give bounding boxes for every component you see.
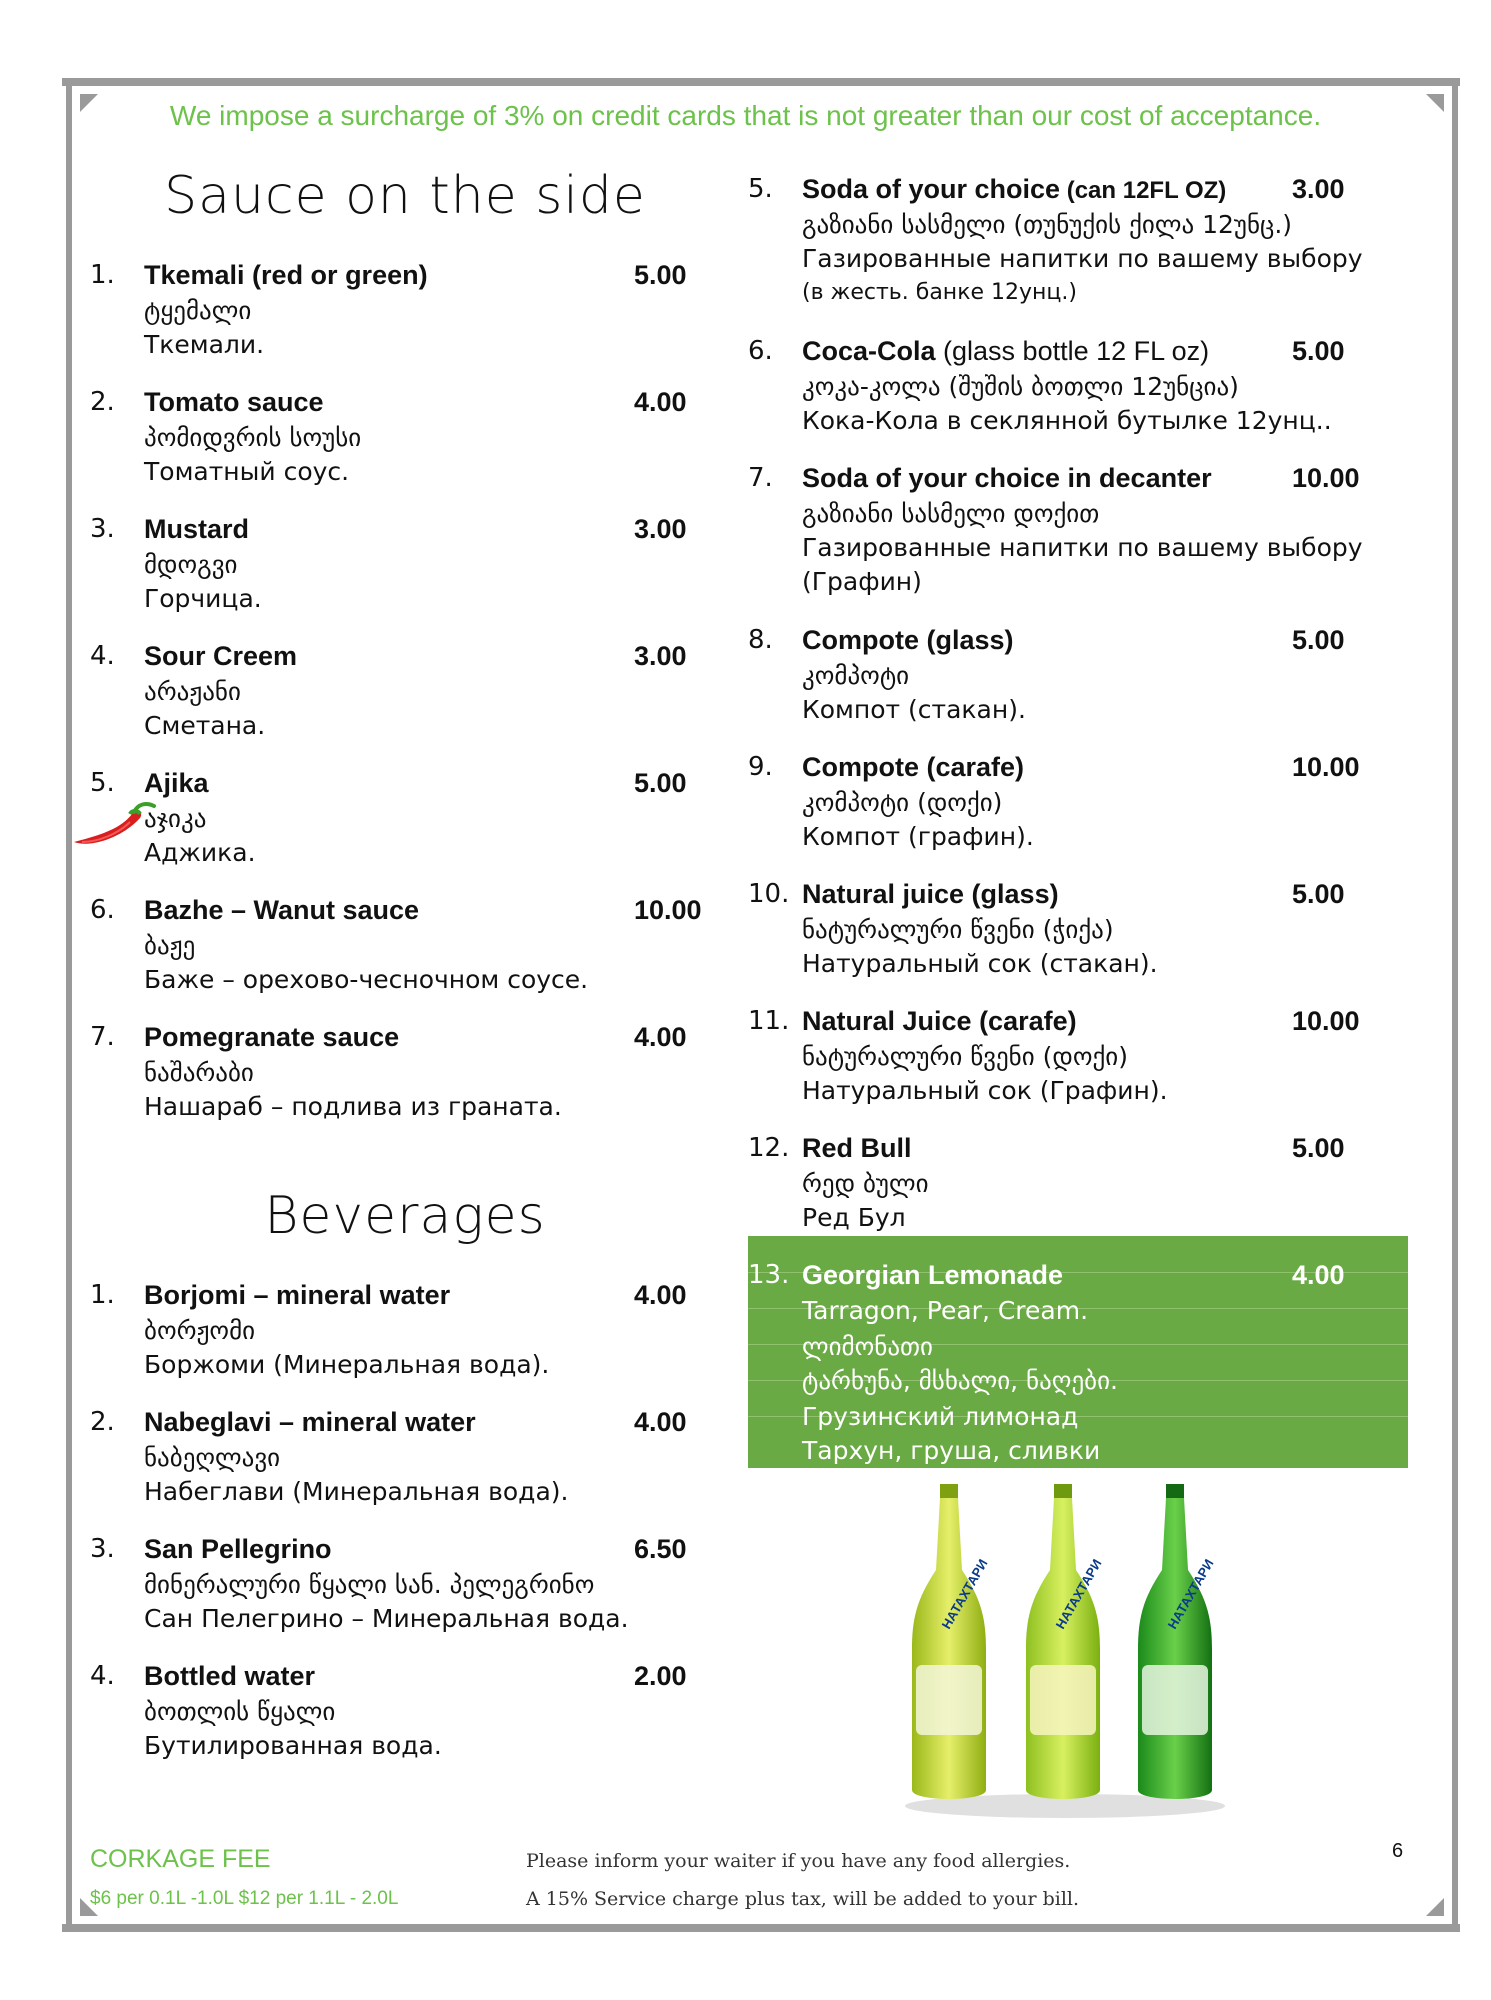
item-russian: Баже – орехово-чесночном соусе.	[144, 965, 589, 994]
bottle-label-text: НАТАХТАРИ	[1164, 1556, 1217, 1632]
item-number: 12.	[748, 1133, 790, 1163]
sauce-item	[90, 768, 710, 868]
item-name: Tkemali (red or green)	[144, 260, 428, 290]
beverage-item	[748, 625, 1368, 725]
item-georgian: კოკა-კოლა (შუშის ბოთლი 12უნცია)	[802, 372, 1239, 401]
item-name: Natural Juice (carafe)	[802, 1006, 1077, 1036]
beverage-item	[748, 1133, 1368, 1233]
item-price: 5.00	[1292, 879, 1345, 909]
item-russian: Натуральный сок (стакан).	[802, 949, 1158, 978]
item-price: 5.00	[1292, 336, 1345, 366]
lemonade-line: Тархун, груша, сливки	[802, 1436, 1101, 1465]
item-georgian: ნაბეღლავი	[144, 1443, 281, 1472]
item-number: 4.	[90, 641, 115, 671]
frame-left	[66, 78, 72, 1932]
beverages-section-title: Beverages	[264, 1186, 546, 1246]
item-price: 4.00	[634, 1407, 687, 1437]
beverage-item	[90, 1534, 710, 1634]
item-price: 4.00	[634, 387, 687, 417]
item-name: Bazhe – Wanut sauce	[144, 895, 420, 925]
item-price: 4.00	[634, 1280, 687, 1310]
item-number: 7.	[748, 463, 773, 493]
item-name: Coca-Cola (glass bottle 12 FL oz)	[802, 336, 1210, 366]
item-russian: Боржоми (Минеральная вода).	[144, 1350, 550, 1379]
item-number: 5.	[90, 768, 115, 798]
item-russian: Бутилированная вода.	[144, 1731, 442, 1760]
surcharge-notice: We impose a surcharge of 3% on credit cards that is not greater than our cost of acceptance.	[169, 100, 1322, 131]
item-name: Nabeglavi – mineral water	[144, 1407, 476, 1437]
item-georgian: კომპოტი	[802, 661, 910, 690]
allergy-note: Please inform your waiter if you have any food allergies.	[526, 1850, 1071, 1872]
item-price: 10.00	[1292, 1006, 1360, 1036]
item-russian: Кока-Кола в секлянной бутылке 12унц..	[802, 406, 1332, 435]
item-name: Borjomi – mineral water	[144, 1280, 451, 1310]
item-georgian: აჯიკა	[144, 804, 207, 833]
item-price: 10.00	[1292, 463, 1360, 493]
sauce-item	[90, 387, 710, 487]
beverage-item	[90, 1661, 710, 1761]
item-russian: Компот (стакан).	[802, 695, 1026, 724]
item-name: Compote (carafe)	[802, 752, 1025, 782]
sauce-item	[90, 641, 710, 741]
beverage-item	[748, 336, 1368, 436]
item-russian: Набеглави (Минеральная вода).	[144, 1477, 569, 1506]
item-georgian: ნატურალური წვენი (დოქი)	[802, 1042, 1128, 1071]
item-price: 4.00	[634, 1022, 687, 1052]
item-number: 5.	[748, 174, 773, 204]
item-number: 1.	[90, 260, 115, 290]
bottle-label-text: НАТАХТАРИ	[938, 1556, 991, 1632]
item-name: Compote (glass)	[802, 625, 1014, 655]
item-number: 4.	[90, 1661, 115, 1691]
item-georgian: ბოთლის წყალი	[144, 1697, 336, 1726]
item-georgian: გაზიანი სასმელი (თუნუქის ქილა 12უნც.)	[802, 210, 1293, 239]
item-price: 2.00	[634, 1661, 687, 1691]
sauce-item	[90, 1022, 710, 1122]
item-russian: Горчица.	[144, 584, 262, 613]
bottle-lime	[1026, 1484, 1100, 1799]
item-name: Red Bull	[802, 1133, 912, 1163]
item-number: 1.	[90, 1280, 115, 1310]
beverage-item	[90, 1280, 710, 1380]
item-name: Natural juice (glass)	[802, 879, 1059, 909]
item-number: 8.	[748, 625, 773, 655]
frame-right	[1452, 78, 1458, 1932]
item-price: 5.00	[634, 768, 687, 798]
item-russian: Ред Бул	[802, 1203, 906, 1232]
item-number: 6.	[90, 895, 115, 925]
item-number: 10.	[748, 879, 790, 909]
item-number: 2.	[90, 1407, 115, 1437]
lemonade-line: ლიმონათი	[802, 1332, 933, 1361]
item-russian: Газированные напитки по вашему выбору	[802, 533, 1363, 562]
chili-pepper-icon	[70, 798, 160, 850]
item-name: Ajika	[144, 768, 209, 798]
item-georgian: პომიდვრის სოუსი	[144, 423, 362, 452]
item-name: Soda of your choice (can 12FL OZ)	[802, 174, 1227, 204]
lemonade-highlight	[748, 1236, 1408, 1468]
item-name: Georgian Lemonade	[802, 1260, 1064, 1290]
item-georgian: ბაჟე	[144, 931, 196, 960]
item-russian: Сметана.	[144, 711, 266, 740]
item-georgian: ნატურალური წვენი (ჭიქა)	[802, 915, 1114, 944]
item-name: Mustard	[144, 514, 250, 544]
item-russian: Томатный соус.	[144, 457, 350, 486]
item-number: 3.	[90, 514, 115, 544]
item-russian: Нашараб – подлива из граната.	[144, 1092, 562, 1121]
frame-top	[62, 78, 1460, 86]
item-price: 3.00	[634, 514, 687, 544]
item-georgian: არაჟანი	[144, 677, 241, 706]
beverage-item	[748, 463, 1368, 596]
item-number: 3.	[90, 1534, 115, 1564]
item-georgian: ნაშარაბი	[144, 1058, 254, 1087]
corkage-fee-title: CORKAGE FEE	[90, 1845, 271, 1873]
frame-corner-br	[1426, 1898, 1444, 1916]
item-number: 11.	[748, 1006, 790, 1036]
item-name: Sour Creem	[144, 641, 298, 671]
item-price: 6.50	[634, 1534, 687, 1564]
item-name: Bottled water	[144, 1661, 316, 1691]
item-number: 9.	[748, 752, 773, 782]
item-price: 5.00	[634, 260, 687, 290]
item-russian: Натуральный сок (Графин).	[802, 1076, 1168, 1105]
item-georgian: ბორჟომი	[144, 1316, 256, 1345]
beverage-item	[90, 1407, 710, 1507]
item-price: 10.00	[1292, 752, 1360, 782]
item-georgian: მინერალური წყალი სან. პელეგრინო	[144, 1570, 595, 1599]
lemonade-bottles-image	[890, 1480, 1240, 1820]
bottle-yellow	[912, 1484, 986, 1799]
item-number: 7.	[90, 1022, 115, 1052]
service-charge-note: A 15% Service charge plus tax, will be added to your bill.	[526, 1888, 1080, 1910]
item-price: 3.00	[634, 641, 687, 671]
item-georgian: კომპოტი (დოქი)	[802, 788, 1003, 817]
item-georgian: ტყემალი	[144, 296, 252, 325]
item-name: Pomegranate sauce	[144, 1022, 400, 1052]
bottle-green	[1138, 1484, 1212, 1799]
item-price: 3.00	[1292, 174, 1345, 204]
item-price: 5.00	[1292, 1133, 1345, 1163]
item-name: San Pellegrino	[144, 1534, 332, 1564]
item-number: 2.	[90, 387, 115, 417]
item-russian: Аджика.	[144, 838, 256, 867]
item-number: 13.	[748, 1260, 790, 1290]
beverage-item	[748, 174, 1368, 304]
item-russian: Газированные напитки по вашему выбору	[802, 244, 1363, 273]
lemonade-line: Tarragon, Pear, Cream.	[802, 1296, 1089, 1325]
item-price: 10.00	[634, 895, 702, 925]
item-price: 5.00	[1292, 625, 1345, 655]
beverage-item	[748, 1006, 1368, 1106]
item-georgian: რედ ბული	[802, 1169, 929, 1198]
item-number: 6.	[748, 336, 773, 366]
item-russian: Компот (графин).	[802, 822, 1034, 851]
lemonade-line: ტარხუნა, მსხალი, ნაღები.	[802, 1366, 1118, 1395]
lemonade-line: Грузинский лимонад	[802, 1402, 1079, 1431]
sauce-section-title: Sauce on the side	[164, 166, 646, 226]
sauce-item	[90, 514, 710, 614]
item-name: Soda of your choice in decanter	[802, 463, 1212, 493]
item-russian: Сан Пелегрино – Минеральная вода.	[144, 1604, 629, 1633]
item-price: 4.00	[1292, 1260, 1345, 1290]
beverage-item	[748, 752, 1368, 852]
item-georgian: მდოგვი	[144, 550, 238, 579]
item-russian-note: (в жесть. банке 12унц.)	[802, 280, 1077, 305]
item-russian: Ткемали.	[144, 330, 265, 359]
item-russian-note: (Графин)	[802, 567, 922, 596]
item-georgian: გაზიანი სასმელი დოქით	[802, 499, 1100, 528]
sauce-item	[90, 895, 710, 995]
item-name: Tomato sauce	[144, 387, 324, 417]
frame-bottom	[62, 1924, 1460, 1932]
page-number: 6	[1392, 1840, 1404, 1862]
beverage-item	[748, 879, 1368, 979]
corkage-fee-detail: $6 per 0.1L -1.0L $12 per 1.1L - 2.0L	[90, 1888, 399, 1909]
sauce-item	[90, 260, 710, 360]
bottle-label-text: НАТАХТАРИ	[1052, 1556, 1105, 1632]
